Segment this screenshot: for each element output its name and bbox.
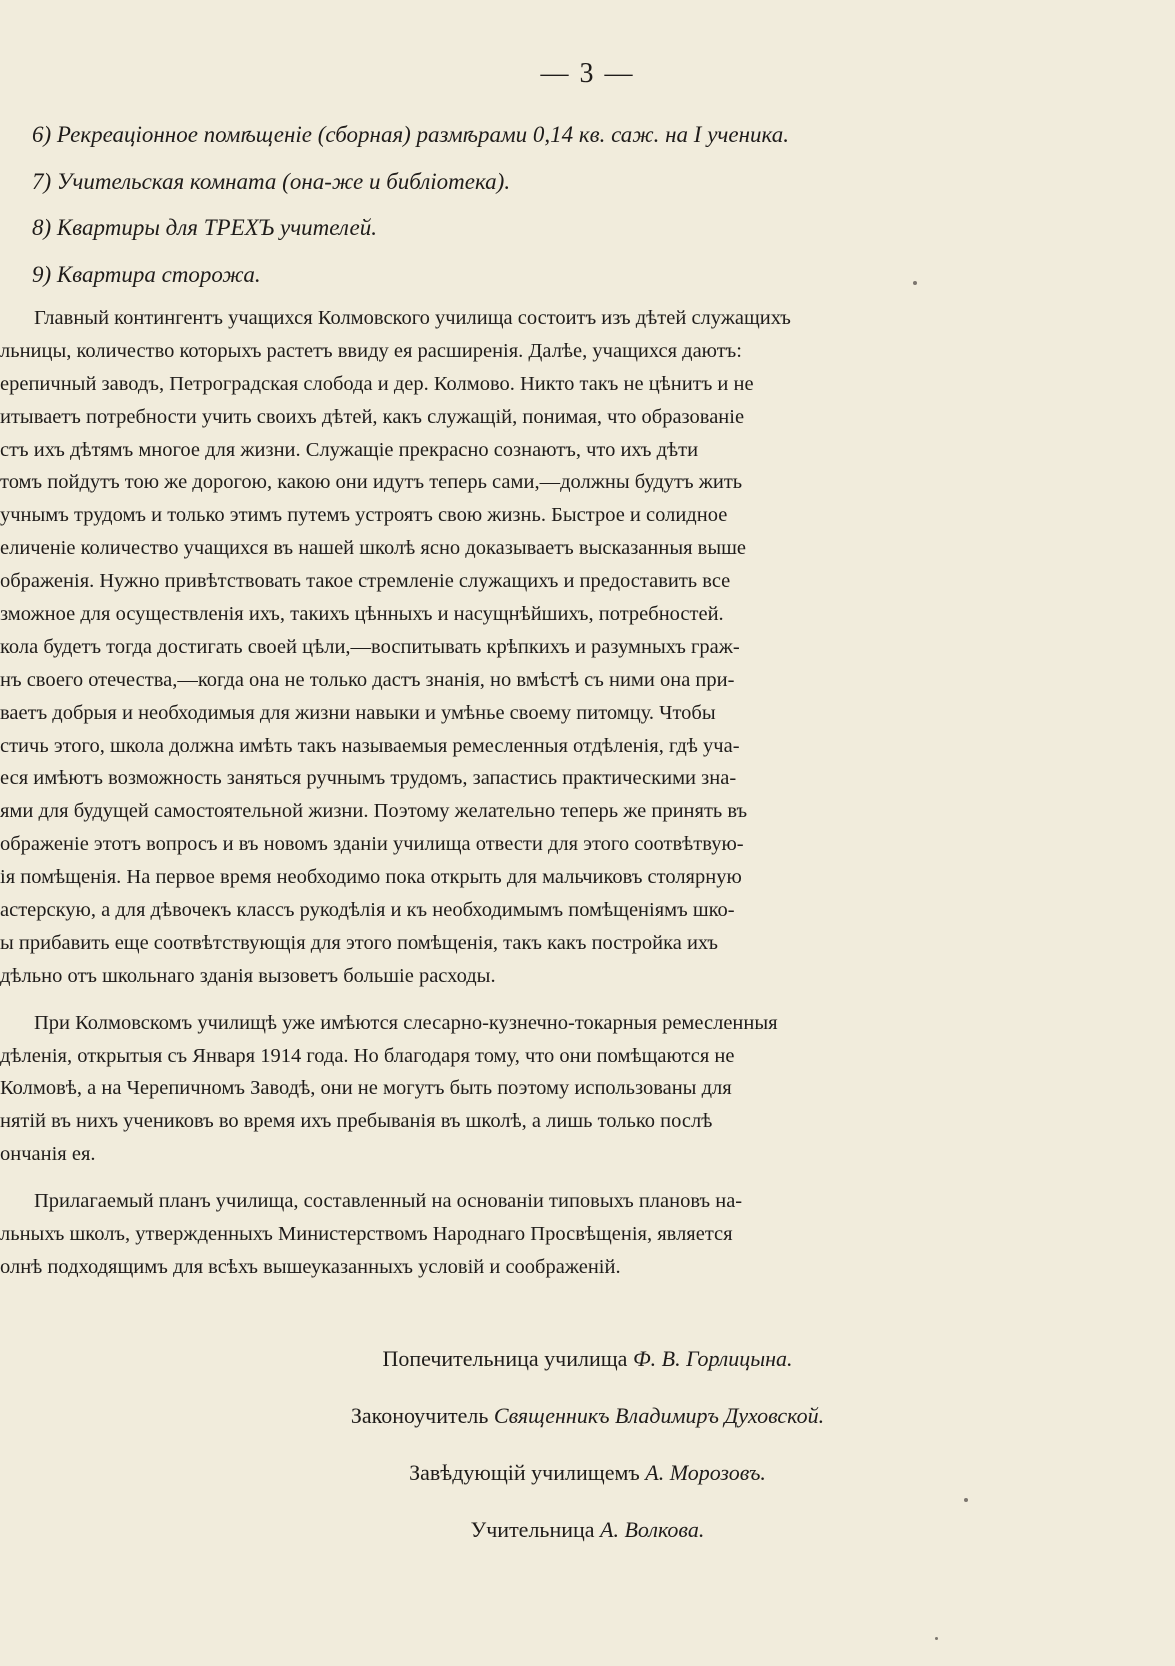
paper-speck — [964, 1498, 968, 1502]
body-text — [0, 302, 1110, 1298]
text-line: олнѣ подходящимъ для всѣхъ вышеуказанныхъ условій и соображеній. — [0, 1255, 621, 1278]
paragraph-plan — [0, 1185, 1110, 1284]
signature-priest — [0, 1387, 1175, 1444]
signature-title: Завѣдующій училищемъ — [409, 1460, 640, 1485]
room-list — [32, 112, 1142, 298]
signature-name: Священникъ Владимиръ Духовской. — [493, 1403, 825, 1428]
paragraph-workshops — [0, 1007, 1110, 1171]
page-number: — 3 — — [540, 58, 635, 89]
signature-title: Законоучитель — [350, 1403, 489, 1428]
text-line: ія помѣщенія. На первое время необходимо пока открыть для мальчиковъ столярную — [0, 866, 742, 889]
text-line: ями для будущей самостоятельной жизни. Поэтому желательно теперь же принять въ — [0, 800, 748, 823]
text-line: учнымъ трудомъ и только этимъ путемъ устроятъ свою жизнь. Быстрое и солидное — [0, 504, 728, 527]
signature-name: А. Морозовъ. — [645, 1460, 766, 1485]
text-line: Прилагаемый планъ училища, составленный на основаніи типовыхъ плановъ на- — [34, 1190, 743, 1213]
text-line: ваетъ добрыя и необходимыя для жизни навыки и умѣнье своему питомцу. Чтобы — [0, 701, 716, 724]
paper-speck — [913, 281, 917, 285]
text-line: кола будетъ тогда достигать своей цѣли,—воспитывать крѣпкихъ и разумныхъ граж- — [0, 635, 740, 658]
signature-title: Учительница — [470, 1517, 595, 1542]
text-line: томъ пойдутъ тою же дорогою, какою они идутъ теперь сами,—должны будутъ жить — [0, 471, 743, 494]
text-line: льницы, количество которыхъ растетъ ввиду ея расширенія. Далѣе, учащихся даютъ: — [0, 339, 742, 362]
text-line: Колмовѣ, а на Черепичномъ Заводѣ, они не могутъ быть поэтому использованы для — [0, 1077, 732, 1100]
text-line: ображенія. Нужно привѣтствовать такое стремленіе служащихъ и предоставить все — [0, 570, 731, 593]
text-line: стъ ихъ дѣтямъ многое для жизни. Служащіе прекрасно сознаютъ, что ихъ дѣти — [0, 438, 699, 461]
list-item: 8) Квартиры для ТРЕХЪ учителей. — [32, 215, 377, 240]
text-line: ончанія ея. — [0, 1143, 96, 1166]
text-line: льныхъ школъ, утвержденныхъ Министерствомъ Народнаго Просвѣщенія, является — [0, 1223, 733, 1246]
text-line: зможное для осуществленія ихъ, такихъ цѣнныхъ и насущнѣйшихъ, потребностей. — [0, 603, 724, 626]
signature-head — [0, 1444, 1175, 1501]
signature-title: Попечительница училища — [382, 1346, 628, 1371]
text-line: ы прибавить еще соотвѣтствующія для этого помѣщенія, такъ какъ постройка ихъ — [0, 931, 718, 954]
text-line: итываетъ потребности учить своихъ дѣтей, какъ служащій, понимая, что образованіе — [0, 405, 745, 428]
text-line: дѣльно отъ школьнаго зданія вызоветъ большіе расходы. — [0, 964, 496, 987]
paragraph-contingent — [0, 302, 1110, 993]
text-line: стичь этого, школа должна имѣть такъ называемыя ремесленныя отдѣленія, гдѣ уча- — [0, 734, 740, 757]
list-item: 9) Квартира сторожа. — [32, 261, 261, 287]
signature-name: А. Волкова. — [600, 1517, 705, 1542]
list-item: 7) Учительская комната (она-же и библіотека). — [32, 168, 511, 194]
signature-name: Ф. В. Горлицына. — [632, 1346, 793, 1371]
signature-teacher — [0, 1501, 1175, 1558]
text-line: нъ своего отечества,—когда она не только дастъ знанія, но вмѣстѣ съ ними она при- — [0, 668, 735, 691]
text-line: Главный контингентъ учащихся Колмовского училища состоитъ изъ дѣтей служащихъ — [34, 307, 791, 329]
signature-block — [0, 1330, 1175, 1558]
list-item: 6) Рекреаціонное помѣщеніе (сборная) размѣрами 0,14 кв. саж. на I ученика. — [32, 122, 789, 147]
text-line: ображеніе этотъ вопросъ и въ новомъ зданіи училища отвести для этого соотвѣтвую- — [0, 833, 744, 856]
text-line: еличеніе количество учащихся въ нашей школѣ ясно доказываетъ высказанныя выше — [0, 537, 746, 560]
paper-speck — [935, 1637, 938, 1640]
text-line: ерепичный заводъ, Петроградская слобода и дер. Колмово. Никто такъ не цѣнитъ и не — [0, 372, 754, 395]
text-line: При Колмовскомъ училищѣ уже имѣются слесарно-кузнечно-токарныя ремесленныя — [34, 1011, 778, 1034]
text-line: нятій въ нихъ учениковъ во время ихъ пребыванія въ школѣ, а лишь только послѣ — [0, 1110, 713, 1133]
signature-trustee — [0, 1330, 1175, 1387]
text-line: астерскую, а для дѣвочекъ классъ рукодѣлія и къ необходимымъ помѣщеніямъ шко- — [0, 899, 735, 922]
text-line: еся имѣютъ возможность заняться ручнымъ трудомъ, запастись практическими зна- — [0, 767, 737, 790]
text-line: дѣленія, открытыя съ Января 1914 года. Но благодаря тому, что они помѣщаются не — [0, 1044, 735, 1067]
